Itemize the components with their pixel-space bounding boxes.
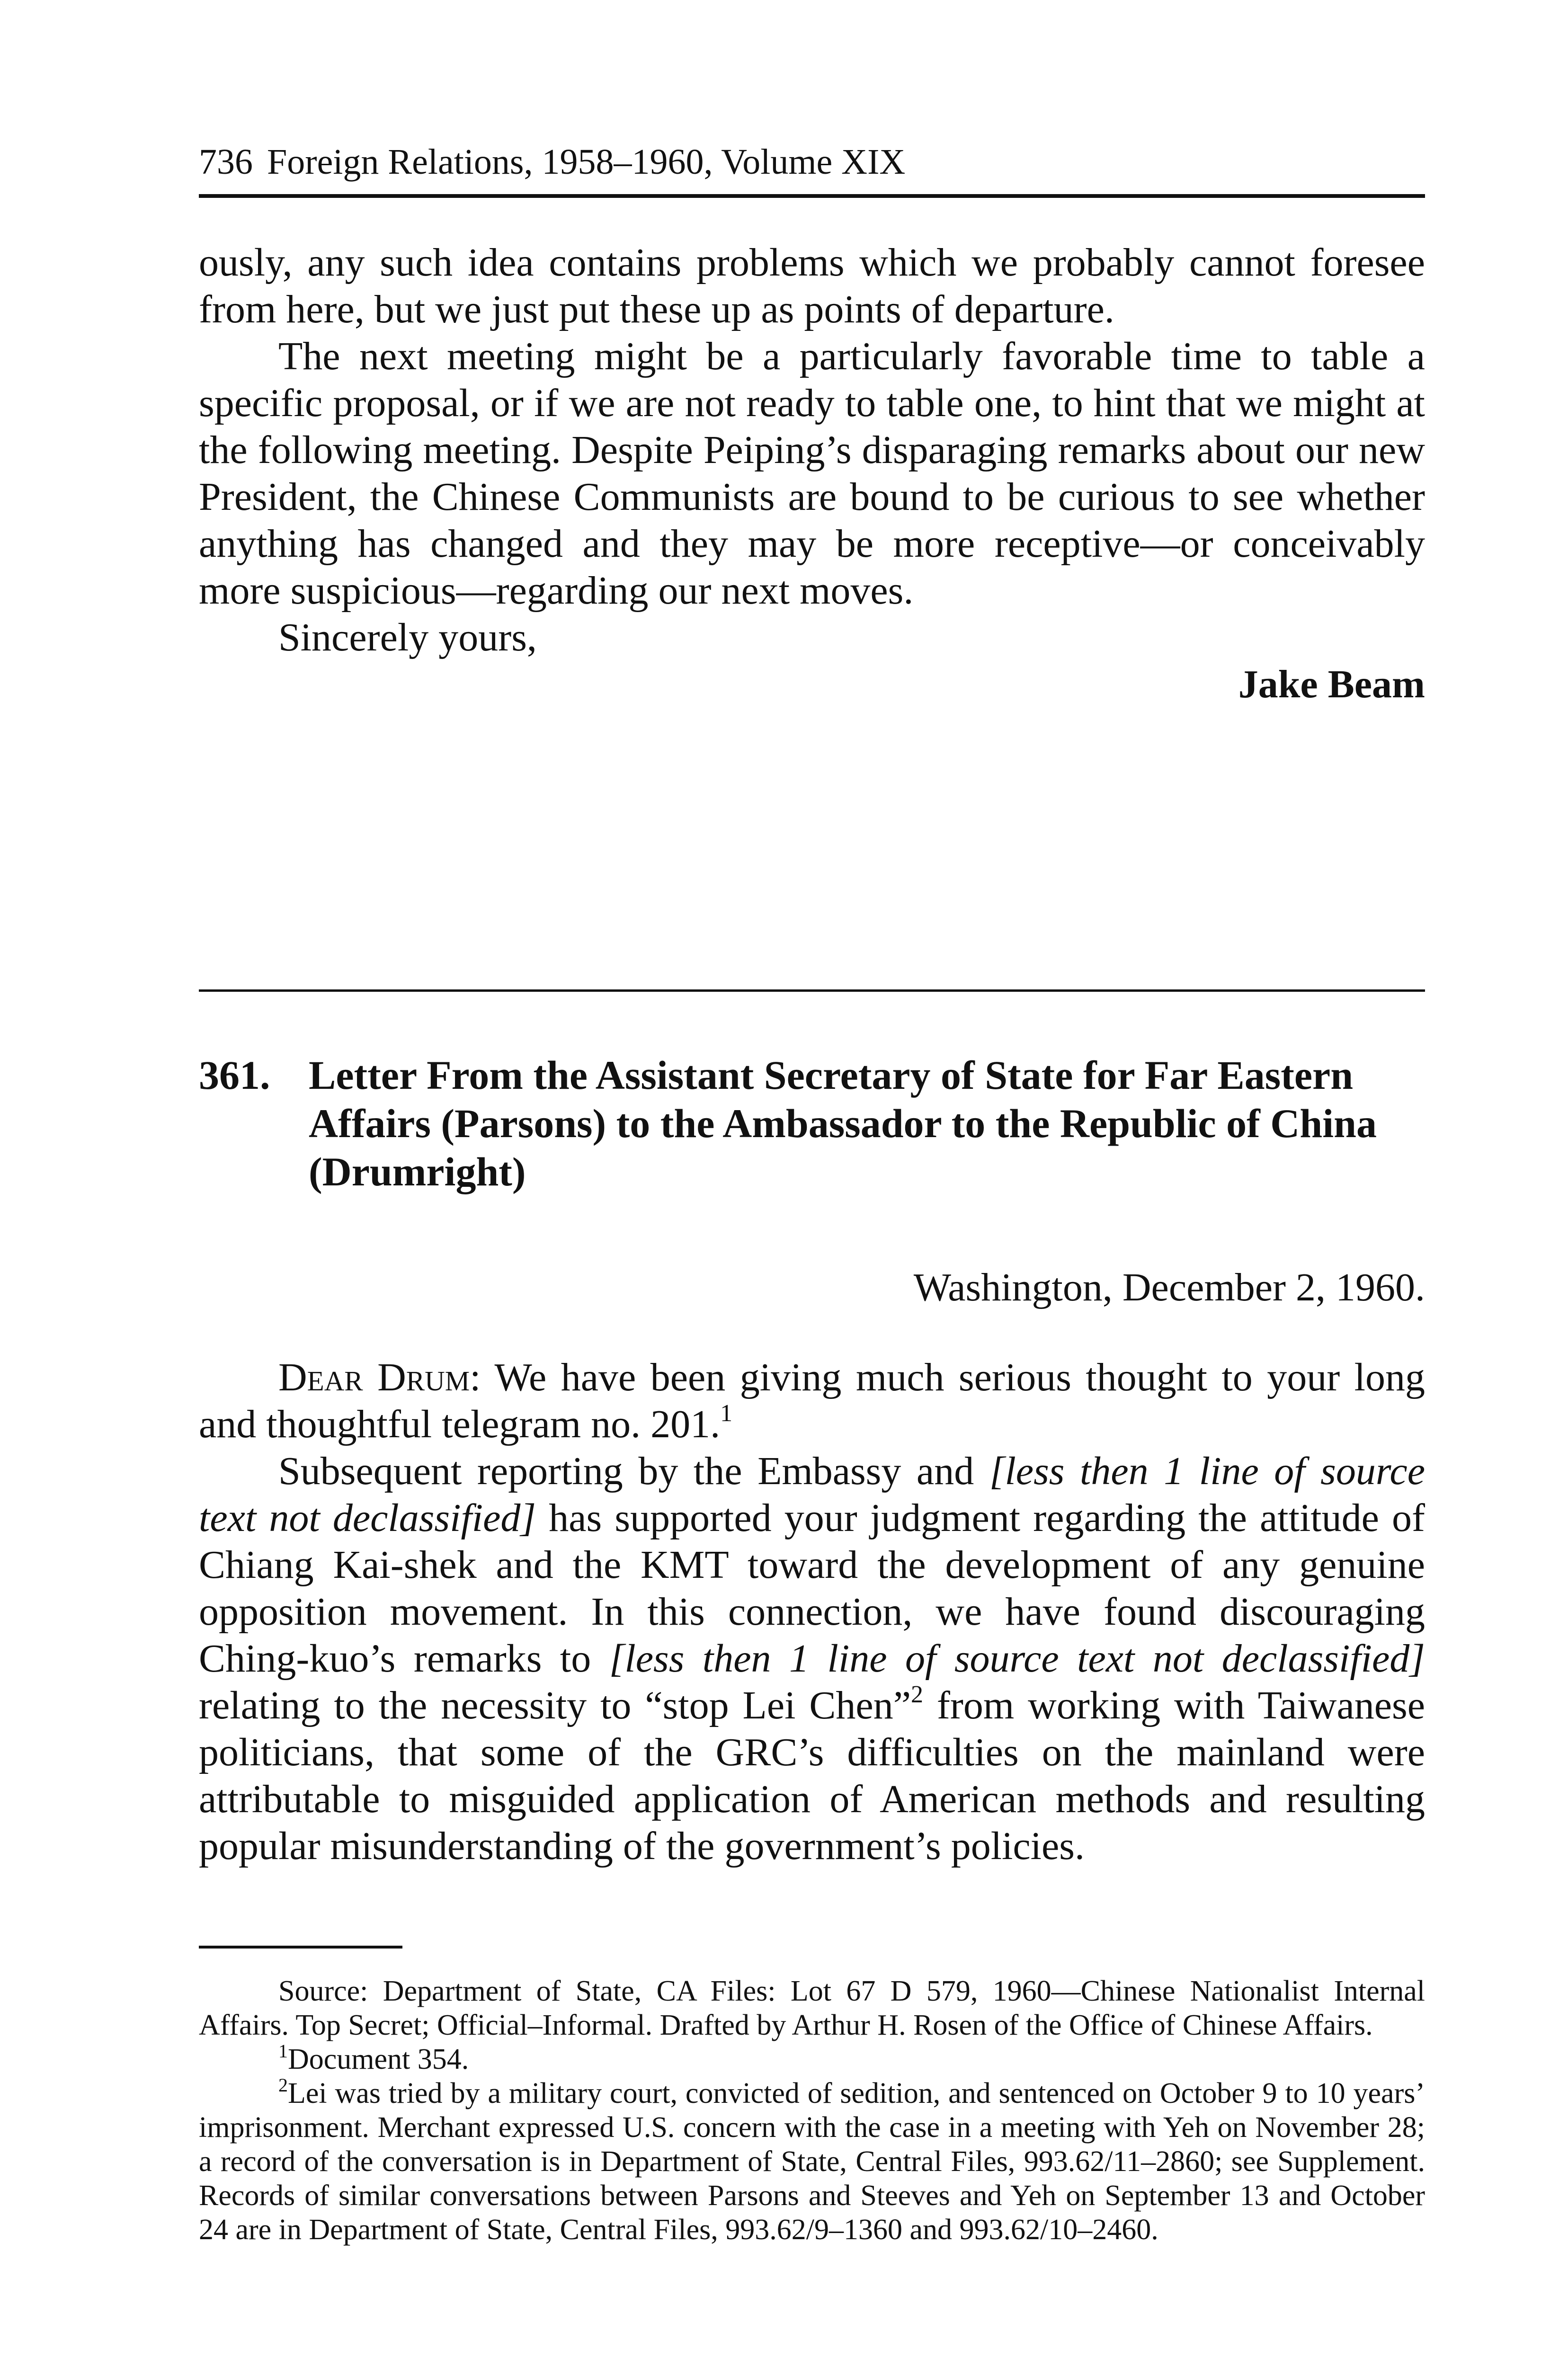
footnote-1-text: Document 354. — [288, 2043, 469, 2075]
dateline: Washington, December 2, 1960. — [913, 1265, 1425, 1309]
page-number: 736 — [199, 142, 253, 182]
footnote-1 — [199, 2042, 1425, 2076]
signature: Jake Beam — [1238, 662, 1425, 706]
footnote-2 — [199, 2076, 1425, 2247]
not-declassified-note-1: [less then 1 line of source text not declassified] — [199, 1449, 1425, 1540]
running-title: Foreign Relations, 1958–1960, Volume XIX — [267, 142, 906, 182]
body-paragraph-2 — [199, 1448, 1425, 1869]
opening-text: We have been giving much serious thought to your long and thoughtful telegram no. 201. — [199, 1355, 1425, 1446]
footnote-2-mark: 2 — [278, 2074, 288, 2096]
footnote-rule — [199, 1946, 402, 1949]
not-declassified-note-2: [less then 1 line of source text not declassified] — [609, 1637, 1425, 1681]
source-note: Source: Department of State, CA Files: Lot 67 D 579, 1960—Chinese Nationalist Internal Affairs. Top Secret; Official–Informal. Drafted by Arthur H. Rosen of the Office of Chinese Affairs. — [199, 1975, 1425, 2041]
para2-part-d: from working with Taiwanese politicians, that some of the GRC’s difficulties on the mainland were attributable to misguided application of American methods and resulting popular misunderstanding of the government’s policies. — [199, 1683, 1425, 1868]
para2-part-b: has supported your judgment regarding the attitude of Chiang Kai-shek and the KMT toward the development of any genuine opposition movement. In this connection, we have found discouraging Ching-kuo’s remarks to — [199, 1496, 1425, 1681]
running-header — [199, 138, 1425, 190]
letter-body — [199, 1354, 1425, 1869]
document-number: 361. — [199, 1052, 270, 1098]
footnote-ref-2: 2 — [911, 1681, 923, 1708]
salutation: Dear Drum: — [278, 1355, 481, 1399]
continued-paragraph: ously, any such idea contains problems which we probably cannot foresee from here, but we just put these up as points of departure. — [199, 240, 1425, 331]
footnotes — [199, 1974, 1425, 2247]
section-divider — [199, 989, 1425, 992]
header-rule — [199, 194, 1425, 198]
para2-part-c: relating to the necessity to “stop Lei Chen” — [199, 1683, 911, 1727]
footnote-2-text: Lei was tried by a military court, convicted of sedition, and sentenced on October 9 to 10 years’ imprisonment. Merchant expressed U.S. concern with the case in a meeting with Yeh on November 28; a record of the conversation is in Department of State, Central Files, 993.62/11–2860; see Supplement. Records of similar conversations between Parsons and Steeves and Yeh on September 13 and October 24 are in Department of State, Central Files, 993.62/9–1360 and 993.62/10–2460. — [199, 2077, 1425, 2246]
opening-paragraph — [199, 1354, 1425, 1448]
previous-letter-ending — [199, 239, 1425, 708]
document-heading — [199, 1051, 1425, 1196]
closing: Sincerely yours, — [278, 615, 537, 659]
footnote-1-mark: 1 — [278, 2040, 288, 2062]
para2-part-a: Subsequent reporting by the Embassy and — [278, 1449, 989, 1493]
body-paragraph: The next meeting might be a particularly favorable time to table a specific proposal, or if we are not ready to table one, to hint that we might at the following meeting. Despite Peiping’s disparaging remarks about our new President, the Chinese Communists are bound to be curious to see whether anything has changed and they may be more receptive—or conceivably more suspicious—regarding our next moves. — [199, 334, 1425, 613]
footnote-ref-1: 1 — [720, 1400, 733, 1427]
document-title: Letter From the Assistant Secretary of State for Far Eastern Affairs (Parsons) to the Ambassador to the Republic of China (Drumright) — [309, 1052, 1377, 1194]
